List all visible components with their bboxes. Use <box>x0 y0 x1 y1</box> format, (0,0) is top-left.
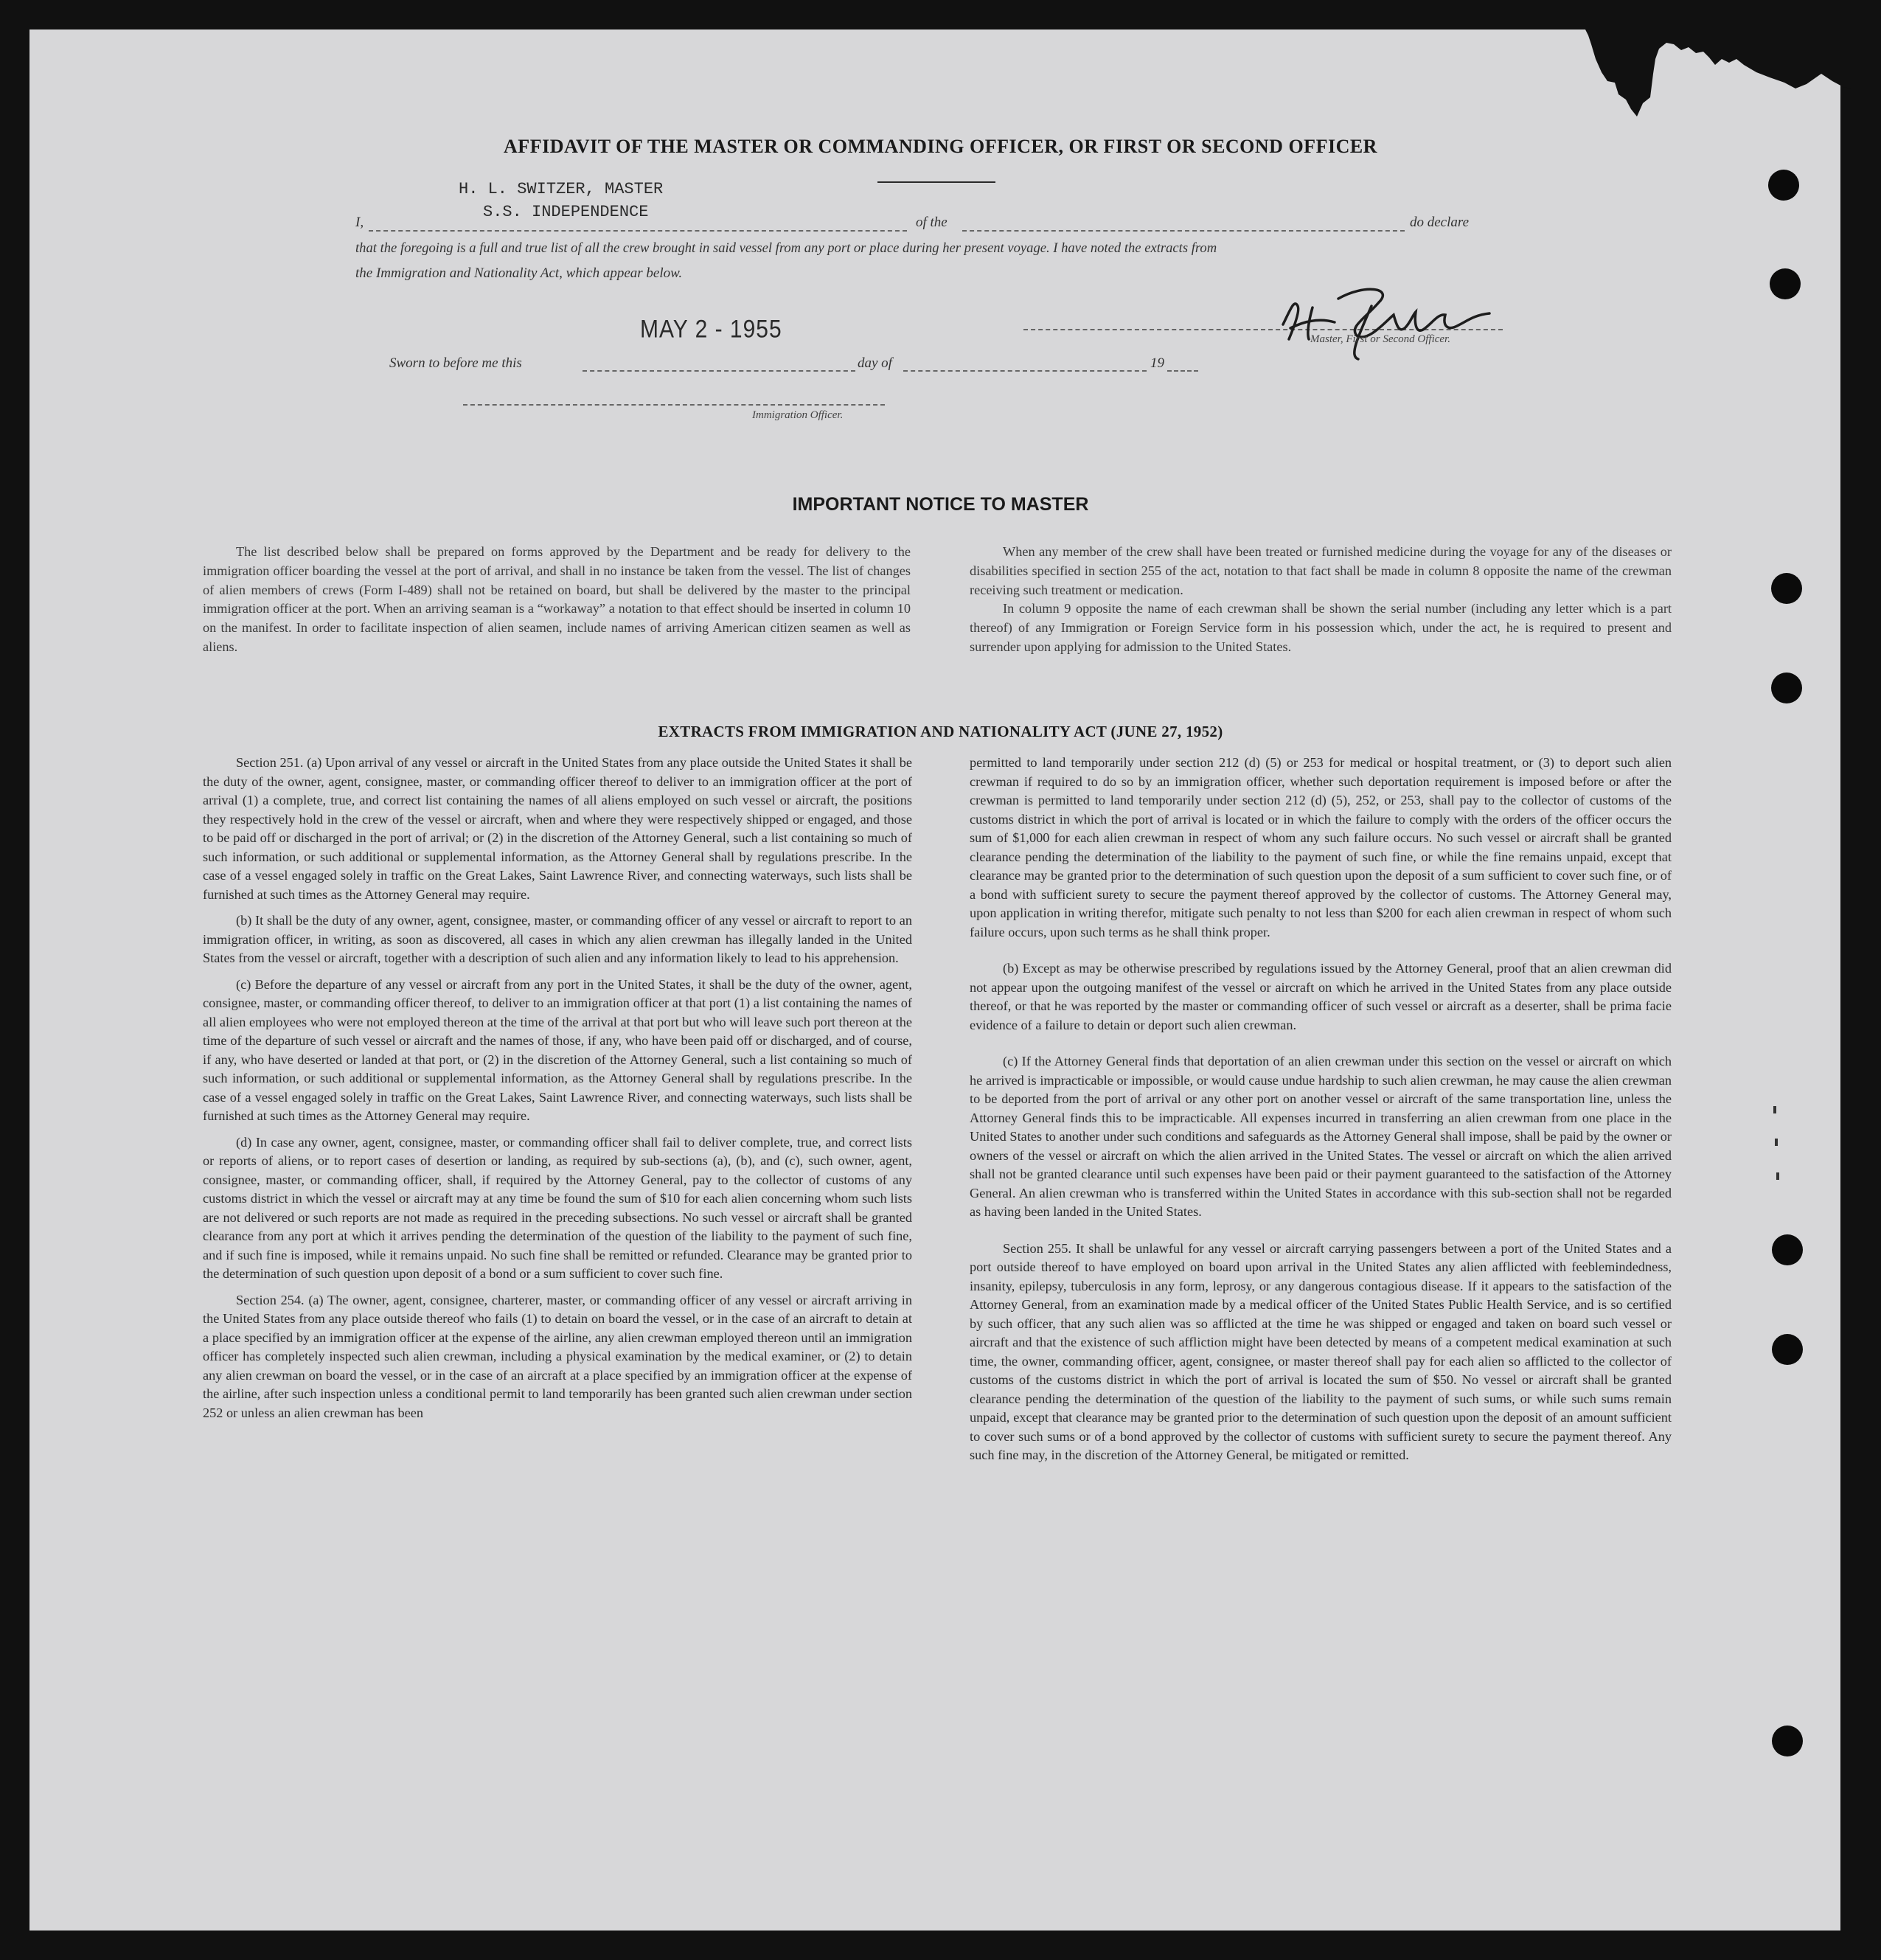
section-paragraph: (c) If the Attorney General finds that deportation of an alien crewman under this section on the vessel or aircraft on which he arrived is impracticable or impossible, or would cause undue hardship to such alien crewman, he may cause the alien crewman to be deported from the port of arrival or any other port on another vessel or aircraft of the same transportation line, unless the Attorney General finds this to be impracticable. All expenses incurred in transferring an alien crewman from one place in the United States to another under such conditions and safeguards as the Attorney General shall impose, shall be paid by the owner or owners of the vessel or aircraft on which the alien arrived in the United States. The vessel or aircraft on which the alien arrived shall not be granted clearance until such expenses have been paid or their payment guaranteed to the satisfaction of the Attorney General. An alien crewman who is transferred within the United States in accordance with this sub-section shall not be regarded as having been landed in the United States. <box>970 1054 1672 1219</box>
sworn-day-line <box>583 370 855 372</box>
section-paragraph: permitted to land temporarily under section 212 (d) (5) or 253 for medical or hospital treatment, or (3) to deport such alien crewman if required to do so by an immigration officer, whether such deportation requirement is imposed before or after the crewman is permitted to land temporarily under section 212 (d) (5), 252, or 253, shall pay to the collector of customs of the customs district in which the port of arrival is located or in which the failure to comply with the orders of the officer occurs the sum of $1,000 for each alien crewman in respect of whom any such failure occurs. No such vessel or aircraft shall be granted clearance pending the determination of the liability to the payment of such fine, or while the fine remains unpaid, except that clearance may be granted prior to the determination of such question upon the deposit of a sum sufficient to cover such fine, or of a bond with sufficient surety to secure the payment thereof approved by the collector of customs. The Attorney General may, upon application in writing therefor, mitigate such penalty to not less than $200 for each alien crewman in respect of whom such failure occurs, upon such terms as he shall think proper. <box>970 755 1672 939</box>
torn-corner <box>1585 29 1851 125</box>
immigration-officer-caption: Immigration Officer. <box>752 409 844 421</box>
immigration-officer-line <box>463 404 885 406</box>
declaration-line-2: the Immigration and Nationality Act, which appear below. <box>355 265 683 281</box>
signature-caption: Master, First or Second Officer. <box>1310 333 1450 345</box>
section-paragraph: (d) In case any owner, agent, consignee, master, or commanding officer shall fail to deliver complete, true, and correct lists or reports of aliens, or to report cases of desertion or landing, as required by sub-sections (a), (b), and (c), such owner, agent, consignee, master, or commanding officer, shall, if required by the Attorney General, pay to the collector of customs of any customs district in which the vessel or aircraft may at any time be found the sum of $10 for each alien concerning whom such lists are not delivered or such reports are not made as required in the preceding subsections. No such vessel or aircraft shall be granted clearance from any port at which it arrives pending the determination of the question of the liability to the payment of such fine, and if such fine is imposed, while it remains unpaid. No such fine shall be remitted or refunded. Clearance may be granted prior to the determination of such question upon deposit of a bond or a sum sufficient to cover such fine. <box>203 1134 912 1281</box>
binder-hole <box>1772 1726 1803 1756</box>
label-of-the: of the <box>916 215 948 230</box>
section-paragraph: (c) Before the departure of any vessel or aircraft from any port in the United States, it shall be the duty of the owner, agent, consignee, master, or commanding officer thereof, to deliver to an immigration officer at that port (1) a list containing the names of all alien employees who were not employed thereon at the time of the arrival at that port but who will leave such port thereon at the time of the departure of such vessel or aircraft and the names of those, if any, who have been paid off or discharged, and of course, if any, who have deserted or landed at that port, or (2) in the discretion of the Attorney General, such a list containing so much of such information, or such additional or supplemental information, as the Attorney General shall by regulations prescribe. In the case of a vessel engaged solely in traffic on the Great Lakes, Saint Lawrence River, and connecting waterways, such lists shall be furnished at such times as the Attorney General may require. <box>203 976 912 1123</box>
extracts-title: EXTRACTS FROM IMMIGRATION AND NATIONALITY ACT (JUNE 27, 1952) <box>658 723 1223 740</box>
section-paragraph: Section 255. It shall be unlawful for any vessel or aircraft carrying passengers between a port of the United States and a port outside thereof to have employed on board upon arrival in the United States any alien afflicted with feeblemindedness, insanity, epilepsy, tuberculosis in any form, leprosy, or any dangerous contagious disease. If it appears to the satisfaction of the Attorney General, from an examination made by a medical officer of the United States Public Health Service, and is so certified by such officer, that any such alien was so afflicted at the time he was shipped or engaged and taken on board such vessel or aircraft and that the existence of such affliction might have been detected by means of a competent medical examination at such time, the owner, commanding officer, agent, consignee, or master thereof shall pay for each alien so afflicted to the collector of customs of the customs district in which the port of arrival is located the sum of $50. No vessel or aircraft shall be granted clearance pending the determination of the question of the liability to the payment of such sums, or while such sums remain unpaid, except that clearance may be granted prior to the determination of such question upon the deposit of an amount sufficient to cover such sums or of a bond approved by the collector of customs with sufficient surety to secure the payment thereof. Any such fine may, in the discretion of the Attorney General, be mitigated or remitted. <box>970 1240 1672 1462</box>
extracts-right-column <box>970 754 1672 1465</box>
master-signature <box>1268 269 1504 365</box>
binder-hole <box>1771 673 1802 703</box>
notice-paragraph: When any member of the crew shall have been treated or furnished medicine during the voyage for any of the diseases or disabilities specified in section 255 of the act, notation to that fact shall be made in column 8 opposite the name of the crewman receiving such treatment or medication. <box>970 544 1672 597</box>
sworn-label: Sworn to before me this <box>389 355 522 371</box>
notice-left-column <box>203 543 911 657</box>
section-paragraph: (b) It shall be the duty of any owner, agent, consignee, master, or commanding officer of any vessel or aircraft to report to an immigration officer, in writing, as soon as discovered, all cases in which any alien crewman has illegally landed in the United States from the vessel or aircraft, together with a description of such alien and any information likely to lead to his apprehension. <box>203 913 912 965</box>
typed-vessel-name: S.S. INDEPENDENCE <box>483 203 649 221</box>
binder-hole <box>1768 170 1799 201</box>
declaration-line-1: that the foregoing is a full and true list of all the crew brought in said vessel from any port or place during her present voyage. I have noted the extracts from <box>355 240 1217 256</box>
title-rule <box>877 181 995 183</box>
binder-hole <box>1770 268 1801 299</box>
name-fill-line <box>369 230 907 232</box>
sworn-year-line <box>1167 370 1198 372</box>
typed-master-name: H. L. SWITZER, MASTER <box>459 180 664 198</box>
section-paragraph: Section 254. (a) The owner, agent, consignee, charterer, master, or commanding officer of any vessel or aircraft arriving in the United States from any place outside thereof who fails (1) to detain on board the vessel, or in the case of an aircraft to detain at a place specified by an immigration officer at the expense of the airline, any alien crewman employed thereon until an immigration officer has completely inspected such alien crewman, including a physical examination by the medical examiner, or (2) to detain any alien crewman on board the vessel, or in the case of an aircraft at a place specified by an immigration officer at the expense of the airline, after such inspection unless a conditional permit to land temporarily has been granted such alien crewman under section 252 or unless an alien crewman has been <box>203 1292 912 1420</box>
section-paragraph: (b) Except as may be otherwise prescribed by regulations issued by the Attorney General, proof that an alien crewman did not appear upon the outgoing manifest of the vessel or aircraft on which he arrived in the United States from any place outside thereof, or that he was reported by the master or commanding officer of such vessel or aircraft as a deserter, shall be prima facie evidence of a failure to detain or deport such alien crewman. <box>970 961 1672 1032</box>
day-of-label: day of <box>858 355 892 371</box>
notice-paragraph: The list described below shall be prepared on forms approved by the Department and be ready for delivery to the immigration officer boarding the vessel at the port of arrival, and shall in no instance be taken from the vessel. The list of changes of alien members of crews (Form I-489) shall not be retained on board, but shall be delivered by the master to the principal immigration officer at the port. When an arriving seaman is a “workaway” a notation to that effect should be inserted in column 10 on the manifest. In order to facilitate inspection of alien seamen, include names of arriving American citizen seamen as well as aliens. <box>203 544 911 654</box>
binder-hole <box>1772 1234 1803 1265</box>
binder-hole <box>1772 1334 1803 1365</box>
notice-right-column <box>970 543 1672 657</box>
vessel-fill-line <box>962 230 1405 232</box>
notice-title: IMPORTANT NOTICE TO MASTER <box>792 494 1089 515</box>
sworn-month-line <box>903 370 1147 372</box>
label-i: I, <box>355 215 364 230</box>
label-do-declare: do declare <box>1410 215 1470 230</box>
section-paragraph: Section 251. (a) Upon arrival of any vessel or aircraft in the United States from any place outside the United States it shall be the duty of the owner, agent, consignee, master, or commanding officer thereof to deliver to an immigration officer at the port of arrival (1) a complete, true, and correct list containing the names of all aliens employed on such vessel or aircraft, the positions they respectively hold in the crew of the vessel or aircraft, when and where they were respectively shipped or engaged, and those to be paid off or discharged in the port of arrival; or (2) in the discretion of the Attorney General, such a list containing so much of such information, or such additional or supplemental information, as the Attorney General shall by regulations prescribe. In the case of a vessel engaged solely in traffic on the Great Lakes, Saint Lawrence River, and connecting waterways, such lists shall be furnished at such times as the Attorney General may require. <box>203 755 912 902</box>
year-label: 19 <box>1150 355 1164 371</box>
notice-paragraph: In column 9 opposite the name of each crewman shall be shown the serial number (including any letter which is a part thereof) of any Immigration or Foreign Service form in his possession which, under the act, he is required to present and surrender upon applying for admission to the United States. <box>970 601 1672 654</box>
binder-hole <box>1771 573 1802 604</box>
affidavit-title: AFFIDAVIT OF THE MASTER OR COMMANDING OFFICER, OR FIRST OR SECOND OFFICER <box>504 136 1377 157</box>
extracts-left-column <box>203 754 912 1422</box>
date-stamp: MAY 2 - 1955 <box>640 315 782 344</box>
